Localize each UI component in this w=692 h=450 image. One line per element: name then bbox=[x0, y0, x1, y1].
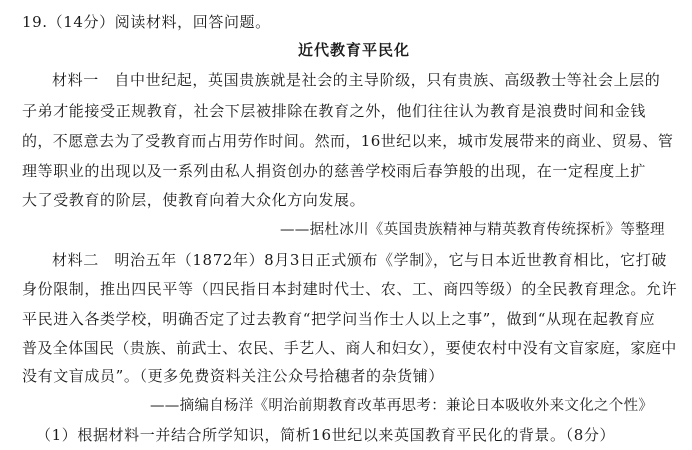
material-two-line: 材料二 明治五年（1872年）8月3日正式颁布《学制》，它与日本近世教育相比，它打破 bbox=[52, 251, 667, 269]
material-one-line: 理等职业的出现以及一系列由私人捐资创办的慈善学校雨后春笋般的出现，在一定程度上扩 bbox=[22, 162, 647, 180]
passage-title: 近代教育平民化 bbox=[298, 41, 411, 59]
material-two-line: 没有文盲成员”。（更多免费资料关注公众号拾穗者的杂货铺） bbox=[22, 367, 444, 385]
subquestion-one: （1）根据材料一并结合所学知识，简析16世纪以来英国教育平民化的背景。（8分） bbox=[36, 426, 616, 444]
material-two-line: 普及全体国民（贵族、前武士、农民、手艺人、商人和妇女），要使农村中没有文盲家庭，家庭中 bbox=[22, 339, 677, 357]
question-header: 19.（14分）阅读材料，回答问题。 bbox=[22, 13, 271, 31]
material-two-line: 身份限制，推出四民平等（四民指日本封建时代士、农、工、商四等级）的全民教育理念。允许 bbox=[22, 280, 678, 298]
material-two-line: 平民进入各类学校，明确否定了过去教育“把学问当作士人以上之事”，做到“从现在起教育应 bbox=[22, 310, 656, 328]
material-one-source: ——据杜冰川《英国贵族精神与精英教育传统探析》等整理 bbox=[280, 222, 665, 238]
material-two-source: ——摘编自杨洋《明治前期教育改革再思考：兼论日本吸收外来文化之个性》 bbox=[150, 398, 654, 414]
material-one-line: 的，不愿意去为了受教育而占用劳作时间。然而，16世纪以来，城市发展带来的商业、贸易、管 bbox=[22, 132, 674, 150]
material-one-line: 材料一 自中世纪起，英国贵族就是社会的主导阶级，只有贵族、高级教士等社会上层的 bbox=[52, 71, 661, 89]
material-one-line: 子弟才能接受正规教育，社会下层被排除在教育之外，他们往往认为教育是浪费时间和金钱 bbox=[22, 102, 647, 120]
material-one-line: 大了受教育的阶层，使教育向着大众化方向发展。 bbox=[22, 191, 366, 209]
